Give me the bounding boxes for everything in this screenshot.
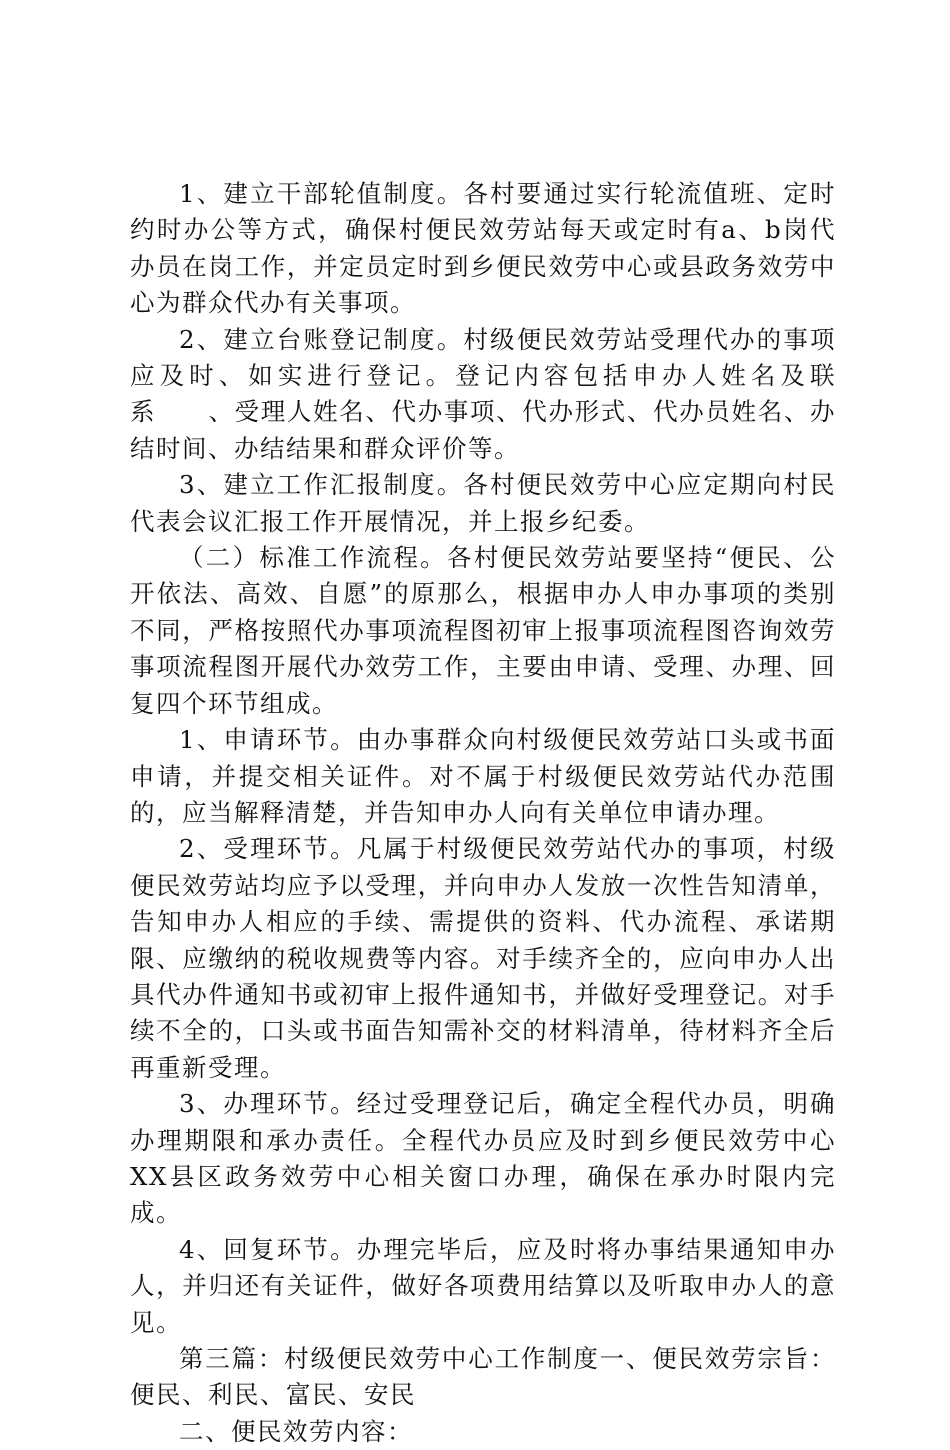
paragraph-ledger-registration: 2、建立台账登记制度。村级便民效劳站受理代办的事项应及时、如实进行登记。登记内容包括申办人姓名及联系 、受理人姓名、代办事项、代办形式、代办员姓名、办结时间、办结结果和群众评价等。 [130,324,836,463]
paragraph-duty-rotation: 1、建立干部轮值制度。各村要通过实行轮流值班、定时约时办公等方式，确保村便民效劳站每天或定时有a、b岗代办员在岗工作，并定员定时到乡便民效劳中心或县政务效劳中心为群众代办有关事项。 [130,179,836,318]
paragraph-standard-workflow: （二）标准工作流程。各村便民效劳站要坚持“便民、公开依法、高效、自愿”的原那么，根据申办人申办事项的类别不同，严格按照代办事项流程图初审上报事项流程图咨询效劳事项流程图开展代办效劳工作，主要由申请、受理、办理、回复四个环节组成。 [130,543,836,718]
paragraph-application-step: 1、申请环节。由办事群众向村级便民效劳站口头或书面申请，并提交相关证件。对不属于村级便民效劳站代办范围的，应当解释清楚，并告知申办人向有关单位申请办理。 [130,725,836,827]
document-body [130,176,836,1450]
paragraph-reply-step: 4、回复环节。办理完毕后，应及时将办事结果通知申办人，并归还有关证件，做好各项费用结算以及听取申办人的意见。 [130,1234,836,1337]
paragraph-chapter-three: 第三篇：村级便民效劳中心工作制度一、便民效劳宗旨：便民、利民、富民、安民 [130,1344,836,1410]
paragraph-work-reporting: 3、建立工作汇报制度。各村便民效劳中心应定期向村民代表会议汇报工作开展情况，并上报乡纪委。 [130,470,836,536]
paragraph-handling-step: 3、办理环节。经过受理登记后，确定全程代办员，明确办理期限和承办责任。全程代办员应及时到乡便民效劳中心XX县区政务效劳中心相关窗口办理，确保在承办时限内完成。 [130,1089,836,1228]
paragraph-acceptance-step: 2、受理环节。凡属于村级便民效劳站代办的事项，村级便民效劳站均应予以受理，并向申办人发放一次性告知清单，告知申办人相应的手续、需提供的资料、代办流程、承诺期限、应缴纳的税收规费等内容。对手续齐全的，应向申办人出具代办件通知书或初审上报件通知书，并做好受理登记。对手续不全的，口头或书面告知需补交的材料清单，待材料齐全后再重新受理。 [130,834,836,1082]
paragraph-service-content-heading: 二、便民效劳内容： [179,1416,413,1446]
